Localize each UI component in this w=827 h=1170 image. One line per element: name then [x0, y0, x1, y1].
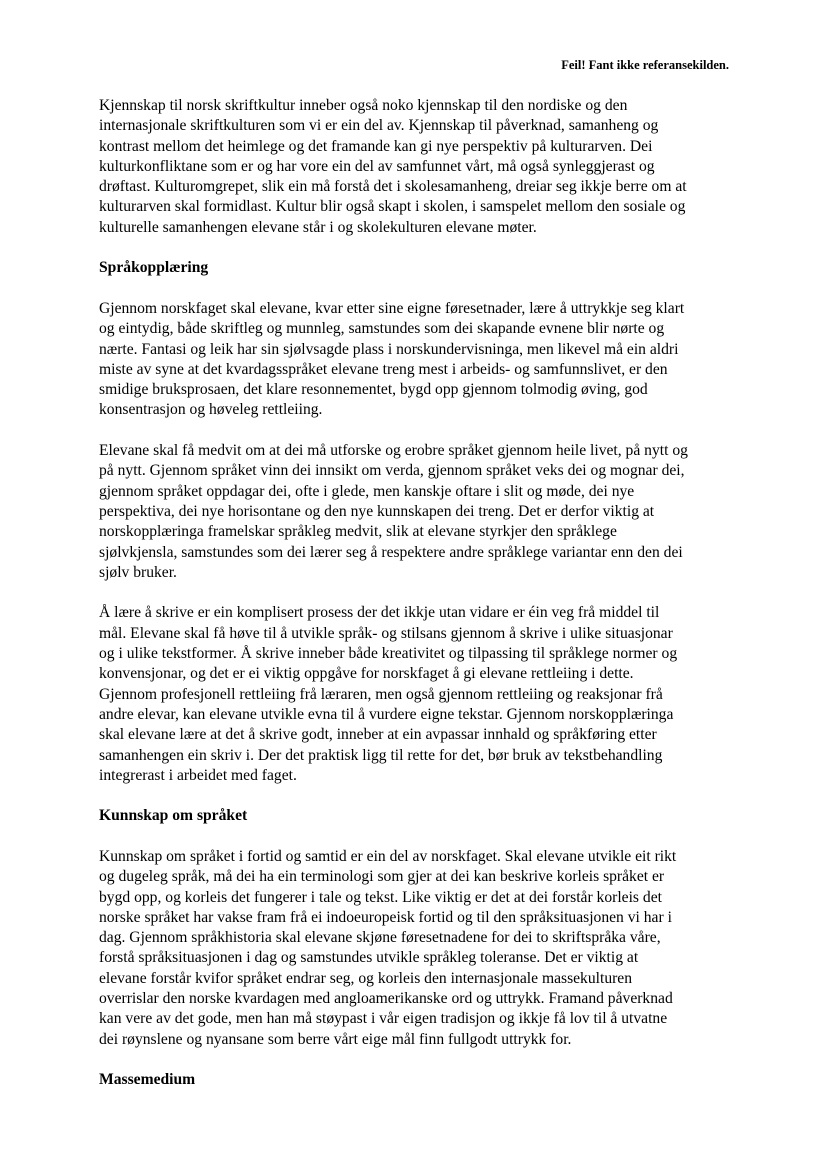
- body-paragraph: [99, 96, 735, 238]
- document-body: [99, 96, 735, 1091]
- body-paragraph: [99, 847, 735, 1050]
- paragraph-line: bygd opp, og korleis det fungerer i tale og tekst. Like viktig er det at dei forstår korleis det: [99, 888, 662, 906]
- paragraph-line: kulturarven skal formidlast. Kultur blir også skapt i skolen, i samspelet mellom den sosiale og: [99, 198, 686, 216]
- block-spacer: [99, 421, 735, 441]
- paragraph-line: gjennom språket oppdagar dei, ofte i glede, men kanskje oftare i slit og møde, dei nye: [99, 482, 635, 500]
- paragraph-line: forstå språksituasjonen i dag og samstundes utvikle språkleg toleranse. Det er viktig at: [99, 949, 639, 967]
- block-spacer: [99, 1050, 735, 1070]
- paragraph-line: mål. Elevane skal få høve til å utvikle språk- og stilsans gjennom å skrive i ulike situasjonar: [99, 624, 673, 642]
- paragraph-line: integrerast i arbeidet med faget.: [99, 766, 297, 784]
- section-heading: Massemedium: [99, 1071, 196, 1089]
- running-header: Feil! Fant ikke referansekilden.: [561, 58, 729, 72]
- paragraph-line: sjølvkjensla, samstundes som dei lærer seg å respektere andre språklege variantar enn den dei: [99, 543, 683, 561]
- paragraph-line: konsentrasjon og høveleg rettleiing.: [99, 401, 323, 419]
- paragraph-line: på nytt. Gjennom språket vinn dei innsikt om verda, gjennom språket veks dei og mognar dei,: [99, 462, 685, 480]
- block-spacer: [99, 279, 735, 299]
- paragraph-line: Å lære å skrive er ein komplisert prosess der det ikkje utan vidare er éin veg frå middel til: [99, 604, 660, 622]
- paragraph-line: Kjennskap til norsk skriftkultur inneber også noko kjennskap til den nordiske og den: [99, 97, 628, 114]
- paragraph-line: nærte. Fantasi og leik har sin sjølvsagde plass i norskundervisninga, men likevel må ein aldri: [99, 340, 679, 358]
- body-paragraph: [99, 603, 735, 786]
- paragraph-line: perspektiva, dei nye horisontane og den nye kunnskapen dei treng. Det er derfor viktig at: [99, 502, 655, 520]
- paragraph-line: og i ulike tekstformer. Å skrive inneber både kreativitet og tilpassing til språklege normer og: [99, 645, 678, 663]
- paragraph-line: konvensjonar, og det er ei viktig oppgåve for norskfaget å gi elevane rettleiing i dette.: [99, 665, 634, 683]
- paragraph-line: Gjennom norskfaget skal elevane, kvar etter sine eigne føresetnader, lære å uttrykkje seg klart: [99, 299, 685, 317]
- paragraph-line: internasjonale skriftkulturen som vi er ein del av. Kjennskap til påverknad, samanheng og: [99, 117, 659, 135]
- block-spacer: [99, 786, 735, 806]
- section-heading: Språkopplæring: [99, 259, 209, 277]
- paragraph-line: smidige bruksprosaen, det klare resonnementet, bygd opp gjennom tolmodig øving, god: [99, 381, 648, 399]
- paragraph-line: samanhengen ein skriv i. Der det praktisk ligg til rette for det, bør bruk av tekstbehandling: [99, 746, 663, 764]
- paragraph-line: skal elevane lære at det å skrive godt, inneber at ein avpassar innhald og språkføring etter: [99, 726, 657, 744]
- paragraph-line: og dugeleg språk, må dei ha ein terminologi som gjer at dei kan beskrive korleis språket er: [99, 868, 665, 886]
- paragraph-line: kan vere av det gode, men han må støypast i vår eigen tradisjon og ikkje få lov til å utvatne: [99, 1010, 668, 1028]
- paragraph-line: dei røynslene og nyansane som berre vårt eige mål finn fullgodt uttrykk for.: [99, 1030, 572, 1048]
- paragraph-line: drøftast. Kulturomgrepet, slik ein må forstå det i skolesamanheng, dreiar seg ikkje berre om at: [99, 178, 687, 196]
- paragraph-line: miste av syne at det kvardagsspråket elevane treng mest i arbeids- og samfunnslivet, er den: [99, 360, 668, 378]
- paragraph-line: sjølv bruker.: [99, 563, 177, 581]
- paragraph-line: og eintydig, både skriftleg og munnleg, samstundes som dei skapande evnene blir nørte og: [99, 320, 665, 338]
- paragraph-line: Elevane skal få medvit om at dei må utforske og erobre språket gjennom heile livet, på nytt og: [99, 442, 688, 460]
- paragraph-line: elevane forstår kvifor språket endrar seg, og korleis den internasjonale massekulturen: [99, 969, 633, 987]
- paragraph-line: kulturelle samanhengen elevane står i og skolekulturen elevane møter.: [99, 218, 537, 236]
- paragraph-line: overrislar den norske kvardagen med angloamerikanske ord og uttrykk. Framand påverknad: [99, 990, 673, 1008]
- block-spacer: [99, 583, 735, 603]
- paragraph-line: Kunnskap om språket i fortid og samtid er ein del av norskfaget. Skal elevane utvikle eit rikt: [99, 847, 677, 865]
- paragraph-line: dag. Gjennom språkhistoria skal elevane skjøne føresetnadene for dei to skriftspråka våre,: [99, 929, 661, 947]
- body-paragraph: [99, 441, 735, 583]
- paragraph-line: andre elevar, kan elevane utvikle evna til å vurdere eigne tekstar. Gjennom norskopplæringa: [99, 705, 674, 723]
- body-paragraph: [99, 299, 735, 421]
- paragraph-line: norskopplæringa framelskar språkleg medvit, slik at elevane styrkjer den språklege: [99, 523, 617, 541]
- block-spacer: [99, 238, 735, 258]
- section-heading: Kunnskap om språket: [99, 807, 248, 825]
- paragraph-line: Gjennom profesjonell rettleiing frå læraren, men også gjennom rettleiing og reaksjonar frå: [99, 685, 663, 703]
- paragraph-line: kontrast mellom det heimlege og det framande kan gi nye perspektiv på kulturarven. Dei: [99, 137, 653, 155]
- block-spacer: [99, 827, 735, 847]
- paragraph-line: kulturkonfliktane som er og har vore ein del av samfunnet vårt, må også synleggjerast og: [99, 157, 655, 175]
- paragraph-line: norske språket har vakse fram frå ei indoeuropeisk fortid og til den språksituasjonen vi har i: [99, 908, 672, 926]
